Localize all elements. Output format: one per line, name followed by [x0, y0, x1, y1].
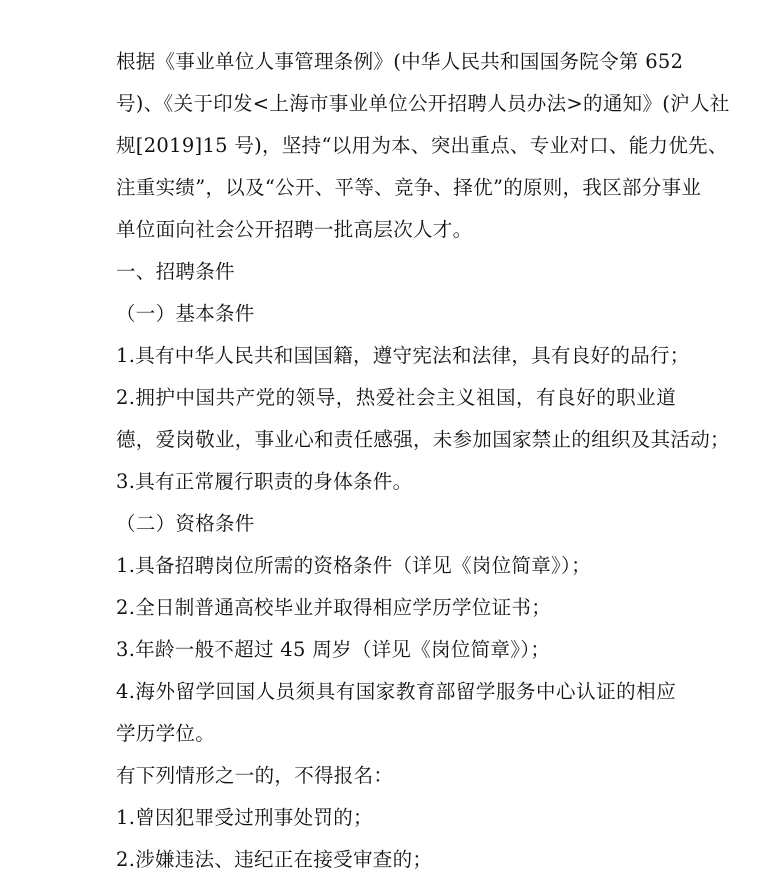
intro-line-5: 单位面向社会公开招聘一批高层次人才。	[116, 218, 473, 241]
basic-condition-item-3: 3.具有正常履行职责的身体条件。	[116, 470, 413, 493]
qualification-item-1: 1.具备招聘岗位所需的资格条件（详见《岗位简章》）；	[116, 554, 591, 577]
qualification-item-4-line-1: 4.海外留学回国人员须具有国家教育部留学服务中心认证的相应	[116, 680, 676, 703]
exclusion-item-2: 2.涉嫌违法、违纪正在接受审查的；	[116, 848, 433, 871]
intro-line-1: 根据《事业单位人事管理条例》(中华人民共和国国务院令第 652	[116, 50, 684, 73]
section-heading-recruitment-conditions: 一、招聘条件	[116, 260, 235, 283]
qualification-item-2: 2.全日制普通高校毕业并取得相应学历学位证书；	[116, 596, 552, 619]
intro-line-4: 注重实绩”，以及“公开、平等、竞争、择优”的原则，我区部分事业	[116, 176, 702, 199]
qualification-item-4-line-2: 学历学位。	[116, 722, 216, 745]
subheading-basic-conditions: （一）基本条件	[116, 302, 255, 325]
intro-line-2: 号)、《关于印发<上海市事业单位公开招聘人员办法>的通知》(沪人社	[116, 92, 730, 115]
exclusions-intro: 有下列情形之一的，不得报名：	[116, 764, 394, 787]
intro-line-3: 规[2019]15 号)，坚持“以用为本、突出重点、专业对口、能力优先、	[116, 134, 728, 157]
basic-condition-item-2-line-2: 德，爱岗敬业，事业心和责任感强，未参加国家禁止的组织及其活动；	[116, 428, 730, 451]
subheading-qualification-conditions: （二）资格条件	[116, 512, 255, 535]
basic-condition-item-2-line-1: 2.拥护中国共产党的领导，热爱社会主义祖国，有良好的职业道	[116, 386, 676, 409]
exclusion-item-1: 1.曾因犯罪受过刑事处罚的；	[116, 806, 373, 829]
qualification-item-3: 3.年龄一般不超过 45 周岁（详见《岗位简章》）；	[116, 638, 551, 661]
basic-condition-item-1: 1.具有中华人民共和国国籍，遵守宪法和法律，具有良好的品行；	[116, 344, 690, 367]
